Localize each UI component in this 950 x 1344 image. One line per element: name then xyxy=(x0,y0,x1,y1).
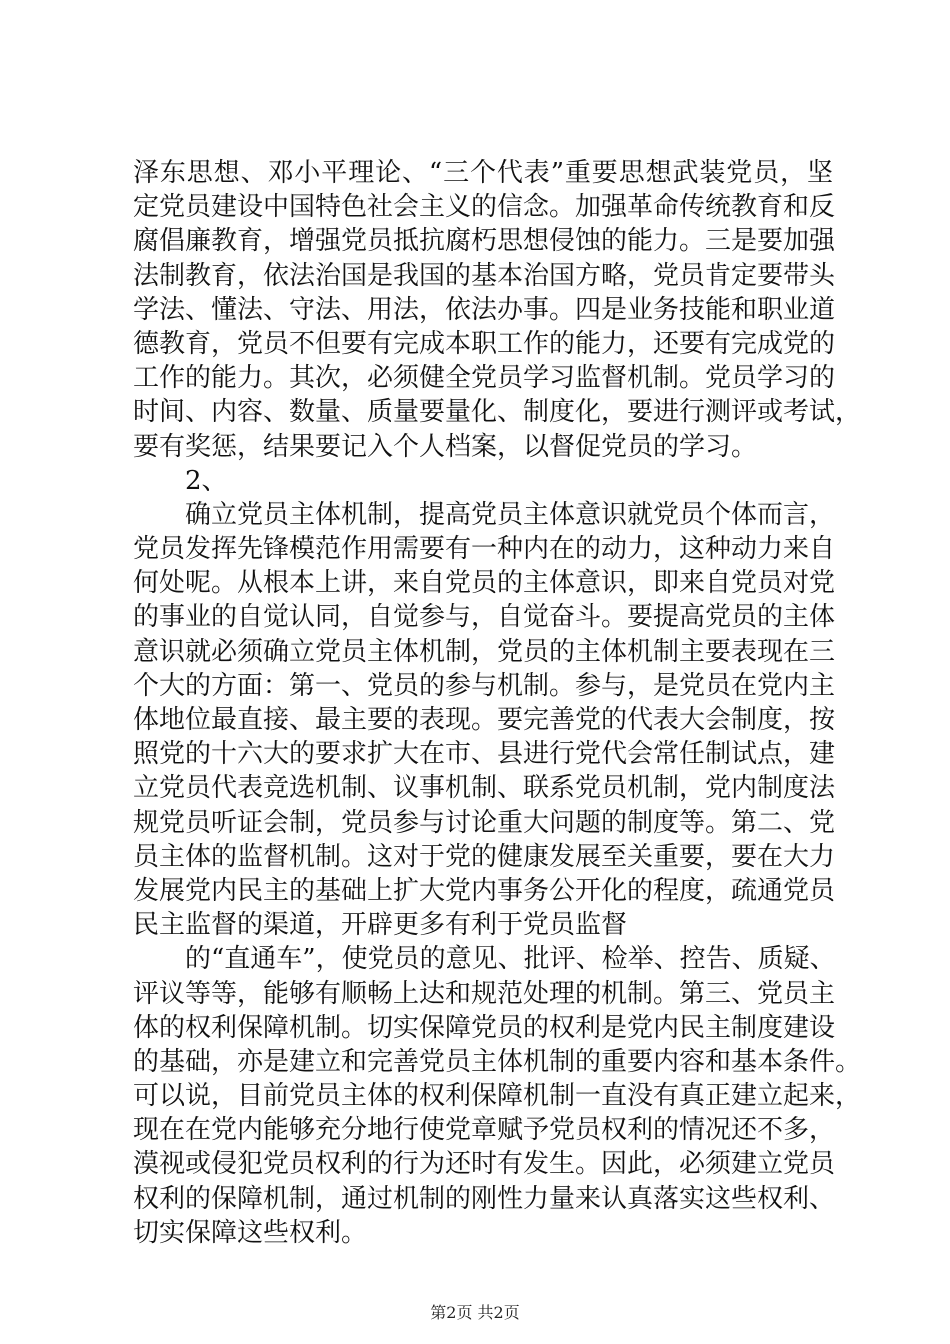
text-line: 规党员听证会制，党员参与讨论重大问题的制度等。第二、党 xyxy=(133,807,836,838)
text-line: 体的权利保障机制。切实保障党员的权利是党内民主制度建设 xyxy=(133,1012,836,1043)
text-line: 何处呢。从根本上讲，来自党员的主体意识，即来自党员对党 xyxy=(133,568,836,599)
text-line: 发展党内民主的基础上扩大党内事务公开化的程度，疏通党员 xyxy=(133,875,836,906)
text-line: 要有奖惩，结果要记入个人档案，以督促党员的学习。 xyxy=(133,431,758,462)
body-text xyxy=(133,156,862,1250)
text-line: 德教育，党员不但要有完成本职工作的能力，还要有完成党的 xyxy=(133,328,836,359)
text-line: 的基础，亦是建立和完善党员主体机制的重要内容和基本条件。 xyxy=(133,1046,862,1077)
text-line: 腐倡廉教育，增强党员抵抗腐朽思想侵蚀的能力。三是要加强 xyxy=(133,226,836,257)
text-line: 评议等等，能够有顺畅上达和规范处理的机制。第三、党员主 xyxy=(133,978,836,1009)
page-footer: 第2页 共2页 xyxy=(430,1303,520,1322)
text-line: 党员发挥先锋模范作用需要有一种内在的动力，这种动力来自 xyxy=(133,534,836,565)
text-line: 法制教育，依法治国是我国的基本治国方略，党员肯定要带头 xyxy=(133,260,836,291)
text-line: 确立党员主体机制，提高党员主体意识就党员个体而言， xyxy=(185,499,836,530)
text-line: 民主监督的渠道，开辟更多有利于党员监督 xyxy=(133,910,628,941)
text-line: 体地位最直接、最主要的表现。要完善党的代表大会制度，按 xyxy=(133,705,836,735)
text-line: 切实保障这些权利。 xyxy=(133,1217,368,1248)
text-line: 现在在党内能够充分地行使党章赋予党员权利的情况还不多， xyxy=(133,1115,836,1146)
text-line: 意识就必须确立党员主体机制，党员的主体机制主要表现在三 xyxy=(133,636,836,667)
text-line: 泽东思想、邓小平理论、“三个代表”重要思想武装党员，坚 xyxy=(133,158,833,188)
text-line: 的“直通车”，使党员的意见、批评、检举、控告、质疑、 xyxy=(185,944,836,975)
text-line: 的事业的自觉认同，自觉参与，自觉奋斗。要提高党员的主体 xyxy=(133,602,836,633)
text-line: 漠视或侵犯党员权利的行为还时有发生。因此，必须建立党员 xyxy=(133,1149,836,1180)
text-line: 学法、懂法、守法、用法，依法办事。四是业务技能和职业道 xyxy=(133,294,836,325)
text-line: 可以说，目前党员主体的权利保障机制一直没有真正建立起来， xyxy=(133,1081,862,1112)
text-line: 照党的十六大的要求扩大在市、县进行党代会常任制试点，建 xyxy=(133,739,836,770)
text-line: 时间、内容、数量、质量要量化、制度化，要进行测评或考试， xyxy=(133,397,862,428)
text-line: 2、 xyxy=(185,465,228,496)
text-line: 权利的保障机制，通过机制的刚性力量来认真落实这些权利、 xyxy=(133,1183,836,1214)
text-line: 个大的方面：第一、党员的参与机制。参与，是党员在党内主 xyxy=(133,670,836,701)
text-line: 员主体的监督机制。这对于党的健康发展至关重要，要在大力 xyxy=(133,841,836,872)
text-line: 定党员建设中国特色社会主义的信念。加强革命传统教育和反 xyxy=(133,192,836,223)
text-line: 工作的能力。其次，必须健全党员学习监督机制。党员学习的 xyxy=(133,363,836,394)
text-line: 立党员代表竞选机制、议事机制、联系党员机制，党内制度法 xyxy=(133,773,836,804)
